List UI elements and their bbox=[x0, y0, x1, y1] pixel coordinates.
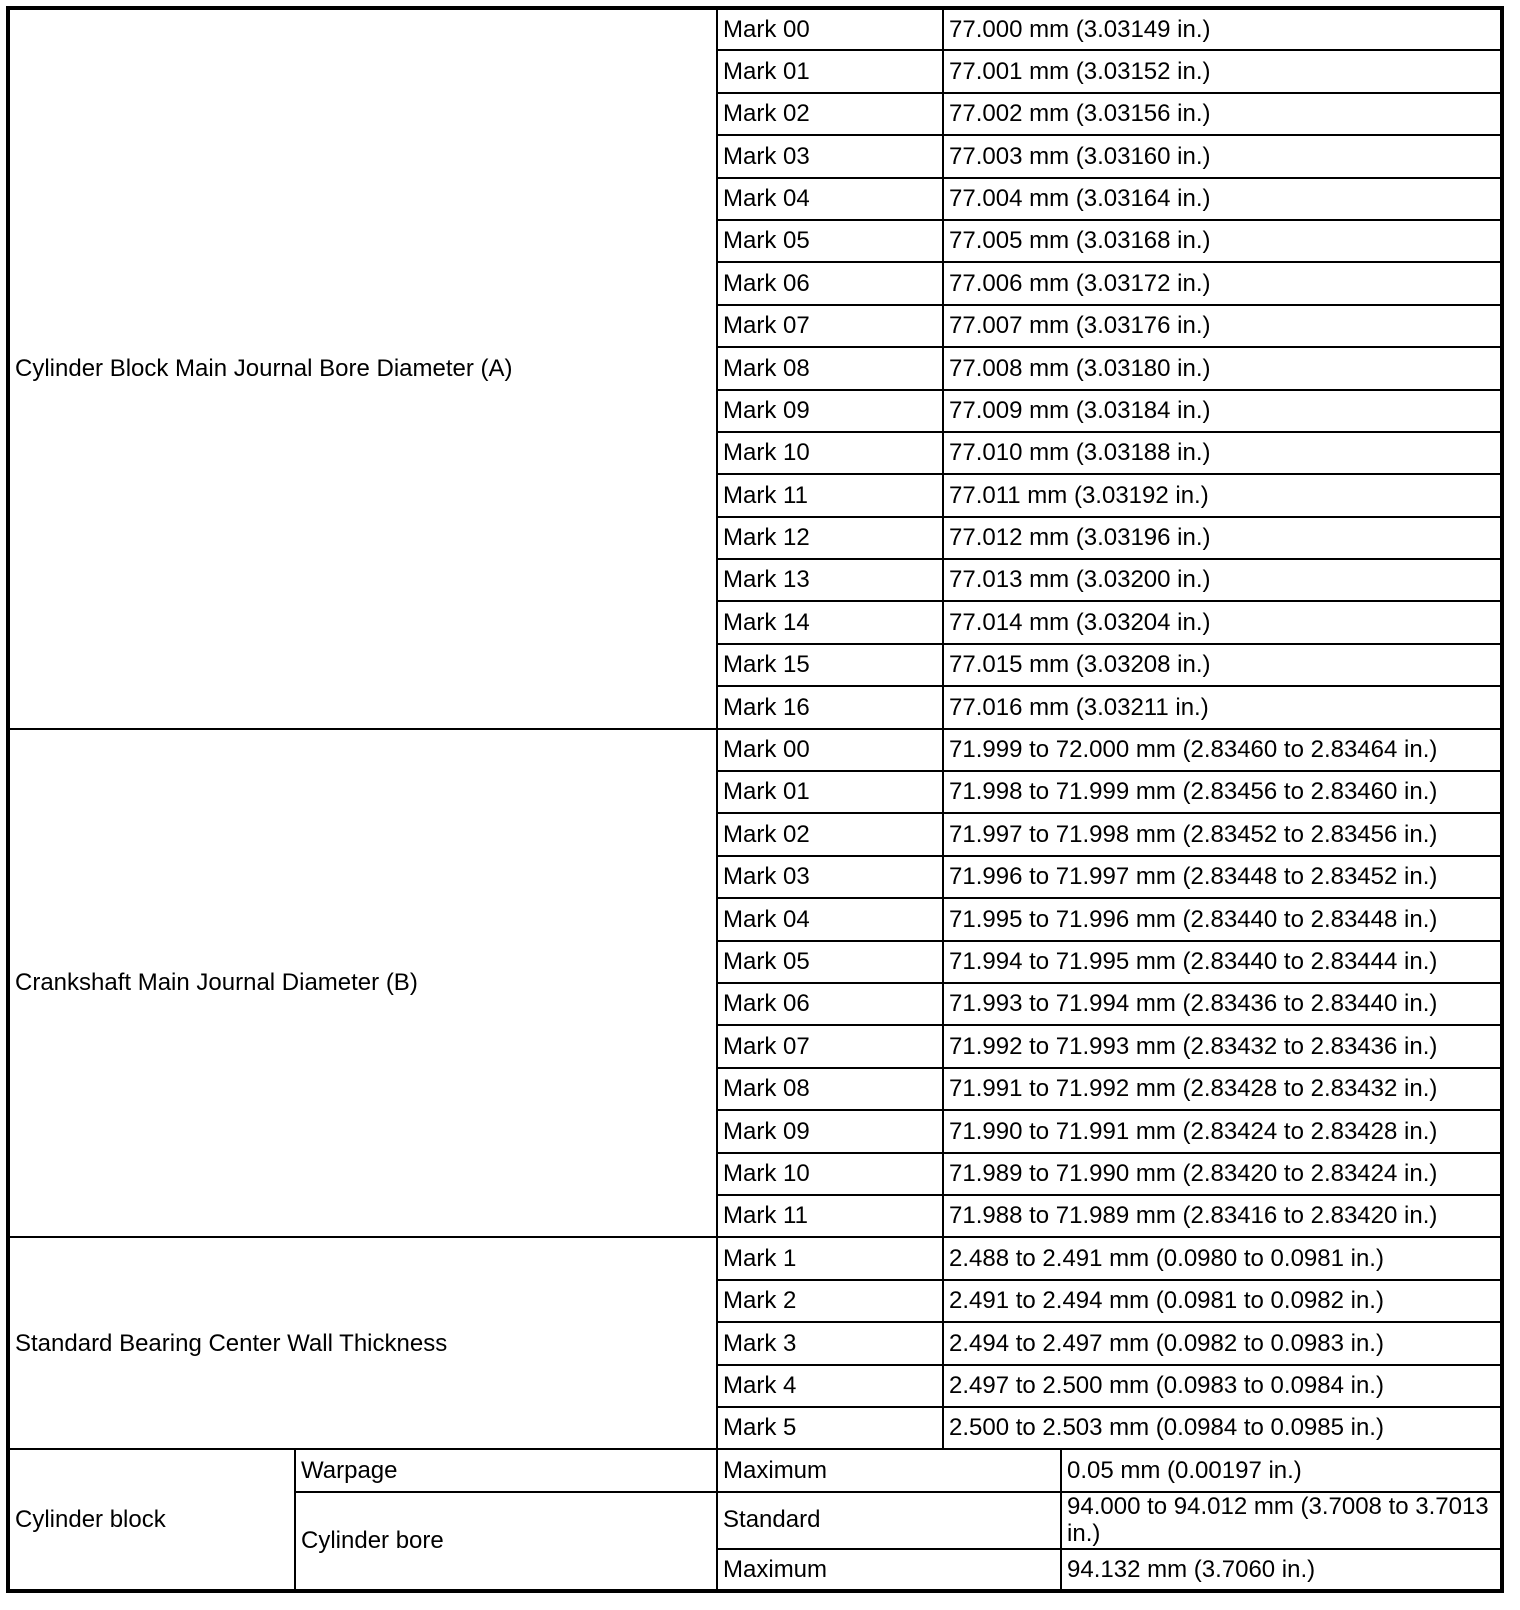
mark-cell: Mark 01 bbox=[717, 50, 943, 92]
value-cell: 71.993 to 71.994 mm (2.83436 to 2.83440 in.) bbox=[943, 983, 1502, 1025]
table-row bbox=[8, 8, 1502, 50]
value-cell: 2.488 to 2.491 mm (0.0980 to 0.0981 in.) bbox=[943, 1237, 1502, 1279]
value-cell: 2.491 to 2.494 mm (0.0981 to 0.0982 in.) bbox=[943, 1280, 1502, 1322]
warpage-label: Warpage bbox=[295, 1449, 717, 1491]
value-cell: 77.004 mm (3.03164 in.) bbox=[943, 178, 1502, 220]
table-row bbox=[8, 1237, 1502, 1279]
mark-cell: Mark 2 bbox=[717, 1280, 943, 1322]
section-label-bearing: Standard Bearing Center Wall Thickness bbox=[8, 1237, 717, 1449]
mark-cell: Mark 00 bbox=[717, 8, 943, 50]
value-cell: 71.991 to 71.992 mm (2.83428 to 2.83432 in.) bbox=[943, 1068, 1502, 1110]
value-cell: 2.500 to 2.503 mm (0.0984 to 0.0985 in.) bbox=[943, 1407, 1502, 1449]
value-cell: 71.992 to 71.993 mm (2.83432 to 2.83436 in.) bbox=[943, 1025, 1502, 1067]
mark-cell: Mark 15 bbox=[717, 644, 943, 686]
value-cell: 71.997 to 71.998 mm (2.83452 to 2.83456 in.) bbox=[943, 813, 1502, 855]
mark-cell: Mark 03 bbox=[717, 135, 943, 177]
mark-cell: Mark 5 bbox=[717, 1407, 943, 1449]
value-cell: 77.013 mm (3.03200 in.) bbox=[943, 559, 1502, 601]
bore-maximum-label: Maximum bbox=[717, 1549, 1061, 1591]
value-cell: 77.000 mm (3.03149 in.) bbox=[943, 8, 1502, 50]
bore-standard-label: Standard bbox=[717, 1492, 1061, 1549]
value-cell: 71.988 to 71.989 mm (2.83416 to 2.83420 in.) bbox=[943, 1195, 1502, 1237]
mark-cell: Mark 00 bbox=[717, 729, 943, 771]
mark-cell: Mark 02 bbox=[717, 813, 943, 855]
value-cell: 71.990 to 71.991 mm (2.83424 to 2.83428 in.) bbox=[943, 1110, 1502, 1152]
spec-table bbox=[6, 6, 1504, 1593]
mark-cell: Mark 02 bbox=[717, 93, 943, 135]
mark-cell: Mark 06 bbox=[717, 983, 943, 1025]
mark-cell: Mark 10 bbox=[717, 432, 943, 474]
value-cell: 77.006 mm (3.03172 in.) bbox=[943, 262, 1502, 304]
mark-cell: Mark 13 bbox=[717, 559, 943, 601]
value-cell: 77.005 mm (3.03168 in.) bbox=[943, 220, 1502, 262]
mark-cell: Mark 12 bbox=[717, 517, 943, 559]
mark-cell: Mark 08 bbox=[717, 347, 943, 389]
mark-cell: Mark 04 bbox=[717, 178, 943, 220]
warpage-limit: Maximum bbox=[717, 1449, 1061, 1491]
value-cell: 71.994 to 71.995 mm (2.83440 to 2.83444 in.) bbox=[943, 941, 1502, 983]
value-cell: 77.002 mm (3.03156 in.) bbox=[943, 93, 1502, 135]
value-cell: 77.007 mm (3.03176 in.) bbox=[943, 305, 1502, 347]
value-cell: 77.001 mm (3.03152 in.) bbox=[943, 50, 1502, 92]
mark-cell: Mark 07 bbox=[717, 305, 943, 347]
table-row bbox=[8, 729, 1502, 771]
value-cell: 77.015 mm (3.03208 in.) bbox=[943, 644, 1502, 686]
mark-cell: Mark 3 bbox=[717, 1322, 943, 1364]
mark-cell: Mark 4 bbox=[717, 1365, 943, 1407]
mark-cell: Mark 1 bbox=[717, 1237, 943, 1279]
bore-maximum-value: 94.132 mm (3.7060 in.) bbox=[1061, 1549, 1502, 1591]
section-label-bore: Cylinder Block Main Journal Bore Diameter (A) bbox=[8, 8, 717, 729]
mark-cell: Mark 05 bbox=[717, 220, 943, 262]
mark-cell: Mark 08 bbox=[717, 1068, 943, 1110]
mark-cell: Mark 06 bbox=[717, 262, 943, 304]
mark-cell: Mark 16 bbox=[717, 686, 943, 728]
table-row bbox=[8, 1449, 1502, 1491]
mark-cell: Mark 14 bbox=[717, 601, 943, 643]
mark-cell: Mark 10 bbox=[717, 1153, 943, 1195]
section-label-block: Cylinder block bbox=[8, 1449, 295, 1591]
mark-cell: Mark 03 bbox=[717, 856, 943, 898]
value-cell: 71.995 to 71.996 mm (2.83440 to 2.83448 in.) bbox=[943, 898, 1502, 940]
value-cell: 77.010 mm (3.03188 in.) bbox=[943, 432, 1502, 474]
cylinder-bore-label: Cylinder bore bbox=[295, 1492, 717, 1592]
value-cell: 2.494 to 2.497 mm (0.0982 to 0.0983 in.) bbox=[943, 1322, 1502, 1364]
value-cell: 77.003 mm (3.03160 in.) bbox=[943, 135, 1502, 177]
mark-cell: Mark 09 bbox=[717, 390, 943, 432]
value-cell: 77.012 mm (3.03196 in.) bbox=[943, 517, 1502, 559]
warpage-value: 0.05 mm (0.00197 in.) bbox=[1061, 1449, 1502, 1491]
value-cell: 71.996 to 71.997 mm (2.83448 to 2.83452 in.) bbox=[943, 856, 1502, 898]
value-cell: 77.011 mm (3.03192 in.) bbox=[943, 474, 1502, 516]
mark-cell: Mark 07 bbox=[717, 1025, 943, 1067]
value-cell: 2.497 to 2.500 mm (0.0983 to 0.0984 in.) bbox=[943, 1365, 1502, 1407]
mark-cell: Mark 09 bbox=[717, 1110, 943, 1152]
value-cell: 71.989 to 71.990 mm (2.83420 to 2.83424 in.) bbox=[943, 1153, 1502, 1195]
mark-cell: Mark 11 bbox=[717, 1195, 943, 1237]
mark-cell: Mark 01 bbox=[717, 771, 943, 813]
value-cell: 77.009 mm (3.03184 in.) bbox=[943, 390, 1502, 432]
bore-standard-value: 94.000 to 94.012 mm (3.7008 to 3.7013 in.) bbox=[1061, 1492, 1502, 1549]
mark-cell: Mark 05 bbox=[717, 941, 943, 983]
value-cell: 77.014 mm (3.03204 in.) bbox=[943, 601, 1502, 643]
section-label-crank: Crankshaft Main Journal Diameter (B) bbox=[8, 729, 717, 1238]
mark-cell: Mark 04 bbox=[717, 898, 943, 940]
value-cell: 71.999 to 72.000 mm (2.83460 to 2.83464 in.) bbox=[943, 729, 1502, 771]
value-cell: 77.016 mm (3.03211 in.) bbox=[943, 686, 1502, 728]
value-cell: 71.998 to 71.999 mm (2.83456 to 2.83460 in.) bbox=[943, 771, 1502, 813]
value-cell: 77.008 mm (3.03180 in.) bbox=[943, 347, 1502, 389]
mark-cell: Mark 11 bbox=[717, 474, 943, 516]
spec-table-body bbox=[8, 8, 1502, 1591]
